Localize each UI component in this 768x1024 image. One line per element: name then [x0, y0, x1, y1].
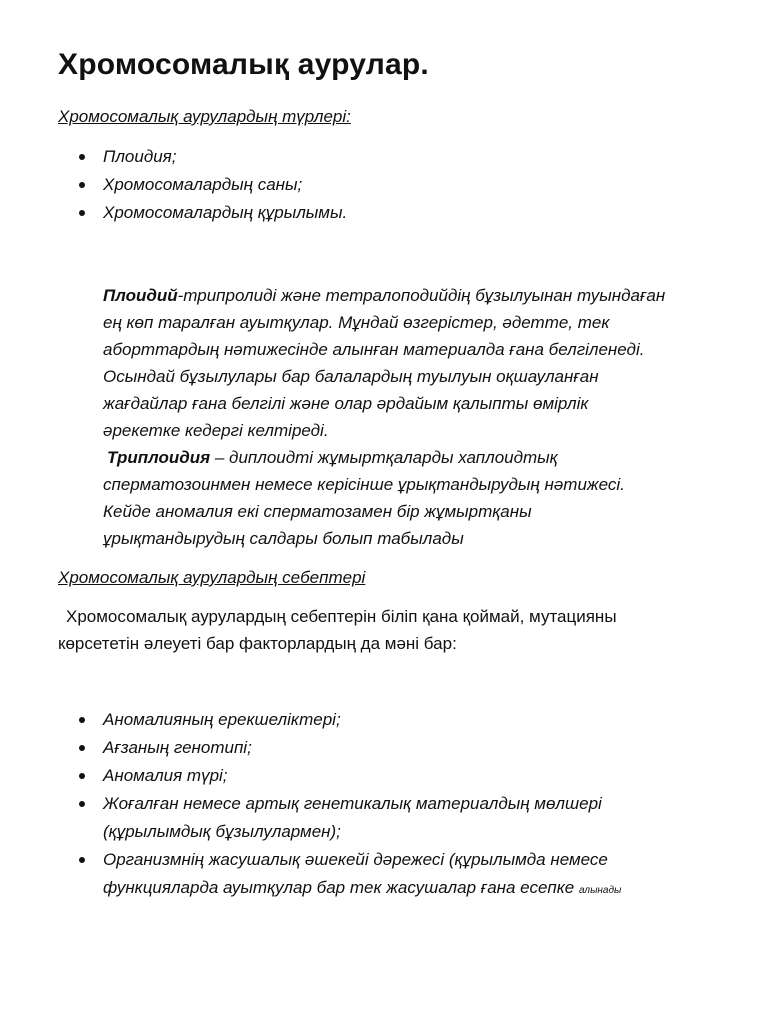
ploidy-line-5: жағдайлар ғана белгілі және олар әрдайым қалыпты өмірлік — [103, 394, 589, 413]
page-title: Хромосомалық аурулар. — [58, 48, 429, 81]
list-item: Ағзаның генотипі; — [103, 734, 621, 762]
triploidy-term: Триплоидия — [107, 448, 211, 467]
list-item: Хромосомалардың құрылымы. — [103, 199, 347, 227]
factors-list — [103, 706, 621, 905]
ploidy-line-4: Осындай бұзылулары бар балалардың туылуын оқшауланған — [103, 367, 599, 386]
triploidy-line-3: Кейде аномалия екі сперматозамен бір жұмыртқаны — [103, 502, 532, 521]
list-item — [103, 790, 621, 846]
triploidy-line-1: Триплоидия – диплоидті жұмыртқаларды хаплоидтық — [107, 448, 558, 467]
types-heading: Хромосомалық аурулардың түрлері: — [58, 107, 351, 126]
list-item: Аномалия түрі; — [103, 762, 621, 790]
causes-intro-line-1: Хромосомалық аурулардың себептерін біліп қана қоймай, мутацияны — [66, 607, 617, 626]
types-list — [103, 143, 347, 227]
triploidy-line-2: сперматозоинмен немесе керісінше ұрықтандырудың нәтижесі. — [103, 475, 625, 494]
list-item: Плоидия; — [103, 143, 347, 171]
list-item-line: Жоғалған немесе артық генетикалық материалдың мөлшері — [103, 794, 602, 813]
list-item: Аномалияның ерекшеліктері; — [103, 706, 621, 734]
ploidy-paragraph — [103, 282, 665, 552]
list-item-line: Организмнің жасушалық әшекейі дәрежесі (құрылымда немесе — [103, 850, 608, 869]
list-item: Хромосомалардың саны; — [103, 171, 347, 199]
ploidy-term: Плоидий — [103, 286, 178, 305]
list-item-line: функцияларда ауытқулар бар тек жасушалар ғана есепке алынады — [103, 878, 622, 897]
causes-heading: Хромосомалық аурулардың себептері — [58, 568, 366, 587]
ploidy-line-1: Плоидий-трипролиді және тетралоподийдің бұзылуынан туындаған — [103, 286, 666, 305]
causes-intro-line-2: көрсететін әлеуеті бар факторлардың да мәні бар: — [58, 634, 457, 653]
ploidy-line-3: аборттардың нәтижесінде алынған материалда ғана белгіленеді. — [103, 340, 645, 359]
causes-intro — [58, 603, 617, 657]
triploidy-line-4: ұрықтандырудың салдары болып табылады — [103, 529, 464, 548]
ploidy-line-6: әрекетке кедергі келтіреді. — [103, 421, 329, 440]
tiny-tail-text: алынады — [578, 885, 622, 896]
list-item-line: (құрылымдық бұзылулармен); — [103, 822, 341, 841]
ploidy-line-2: ең көп таралған ауытқулар. Мұндай өзгерістер, әдетте, тек — [103, 313, 610, 332]
list-item — [103, 846, 621, 905]
